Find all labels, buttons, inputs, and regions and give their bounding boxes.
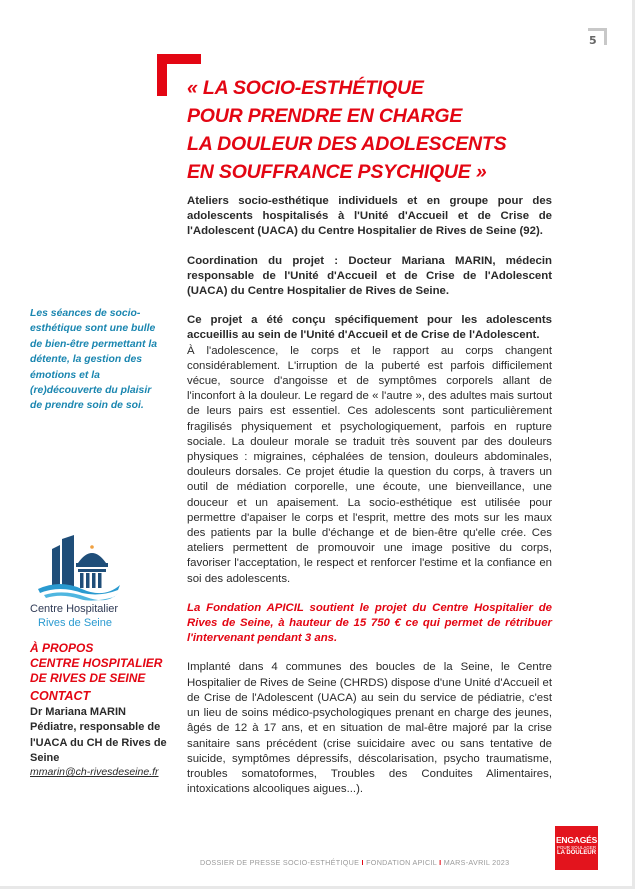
- about-body: Implanté dans 4 communes des boucles de la Seine, le Centre Hospitalier de Rives de Seine (CHRDS) dispose d'une Unité d'Accueil et de Crise de l'Adolescent (UACA) au sein du service de pédiatrie, c'est un lieu de soins médico-psychologiques prenant en charge des jeunes, âgés de 12 à 17 ans, et en situation de mal-être majoré par la crise sanitaire sans précédent (crise suicidaire avec ou sans tentative de suicide, symptômes dépressifs, déscolarisation, psycho traumatisme, troubles somatoformes, Troubles des Conduites Alimentaires, intoxications alcooliques aigues...).: [187, 661, 552, 796]
- page-number: [588, 28, 607, 45]
- contact-heading: CONTACT: [30, 689, 91, 703]
- contact-email-link[interactable]: mmarin@ch-rivesdeseine.fr: [30, 766, 159, 778]
- sidebar-quote: Les séances de socio-esthétique sont une bulle de bien-être permettant la détente, la gestion des émotions et la (re)découverte du plaisir de prendre soin de soi.: [30, 308, 158, 412]
- footer-doc-title: DOSSIER DE PRESSE SOCIO-ESTHÉTIQUE: [200, 858, 360, 867]
- page-number-value: 5: [589, 34, 597, 47]
- footer: [200, 858, 509, 867]
- contact-details: [30, 705, 175, 766]
- logo-line-1: Centre Hospitalier: [30, 603, 119, 615]
- contact-name: Dr Mariana MARIN: [30, 706, 126, 718]
- project-lead: Ce projet a été conçu spécifiquement pour les adolescents accueillis au sein de l'Unité d'Accueil et de Crise de l'Adolescent.: [187, 314, 552, 342]
- footer-date: MARS-AVRIL 2023: [443, 858, 510, 867]
- intro-paragraph: Ateliers socio-esthétique individuels et en groupe pour des adolescents hospitalisés à l'Unité d'Accueil et de Crise de l'Adolescent (UACA) du Centre Hospitalier de Rives de Seine (92).: [187, 195, 552, 238]
- page-title: [187, 74, 587, 186]
- contact-role: Pédiatre, responsable de l'UACA du CH de Rives de Seine: [30, 721, 167, 764]
- title-line: LA DOULEUR DES ADOLESCENTS: [187, 133, 507, 155]
- logo-line-2: Rives de Seine: [38, 617, 112, 629]
- project-body: À l'adolescence, le corps et le rapport au corps changent considérablement. L'irruption de la puberté est parfois difficilement vécue, source d'angoisse et de symptômes corporels allant de l'inconfort à la douleur. Le regard de « l'autre », des adultes mais surtout de leurs pairs est essentiel. Ces adolescents sont particulièrement fragilisés physiquement et psychologiquement, parfois en rupture sociale. La douleur morale se traduit très souvent par des douleurs physiques : migraines, céphalées de tension, douleurs abdominales, douleurs dorsales. Ce projet étudie la question du corps, à travers un outil de médiation corporelle, une écoute, une bienveillance, une douceur et un apaisement. La socio-esthétique est utilisée pour permettre d'apaiser le corps et l'esprit, mettre des mots sur les maux des patients par la bulle d'échange et de bien-être qu'elle crée. Ces ateliers permettent de promouvoir une image positive du corps, favoriser l'acceptation, le respect et renforcer l'estime et la confiance en soi des adolescents.: [187, 344, 552, 585]
- footer-org: FONDATION APICIL: [366, 858, 437, 867]
- hospital-building-icon: [30, 535, 130, 603]
- footer-separator: I: [361, 858, 364, 867]
- main-content: [187, 194, 552, 797]
- funding-statement: La Fondation APICIL soutient le projet du Centre Hospitalier de Rives de Seine, à hauteur de 15 750 € ce qui permet de rétribuer l'intervenant pendant 3 ans.: [187, 601, 552, 645]
- footer-separator: I: [439, 858, 442, 867]
- coordination-paragraph: Coordination du projet : Docteur Mariana MARIN, médecin responsable de l'Unité d'Accueil et de Crise de l'Adolescent (UACA) du Centre Hospitalier de Rives de Seine.: [187, 254, 552, 298]
- about-heading: À PROPOS CENTRE HOSPITALIER DE RIVES DE SEINE: [30, 641, 163, 685]
- title-line: « LA SOCIO-ESTHÉTIQUE: [187, 77, 424, 99]
- title-line: EN SOUFFRANCE PSYCHIQUE »: [187, 161, 487, 183]
- engages-badge: ENGAGÉS POUR SOULAGER LA DOULEUR: [555, 826, 598, 870]
- title-line: POUR PRENDRE EN CHARGE: [187, 105, 463, 127]
